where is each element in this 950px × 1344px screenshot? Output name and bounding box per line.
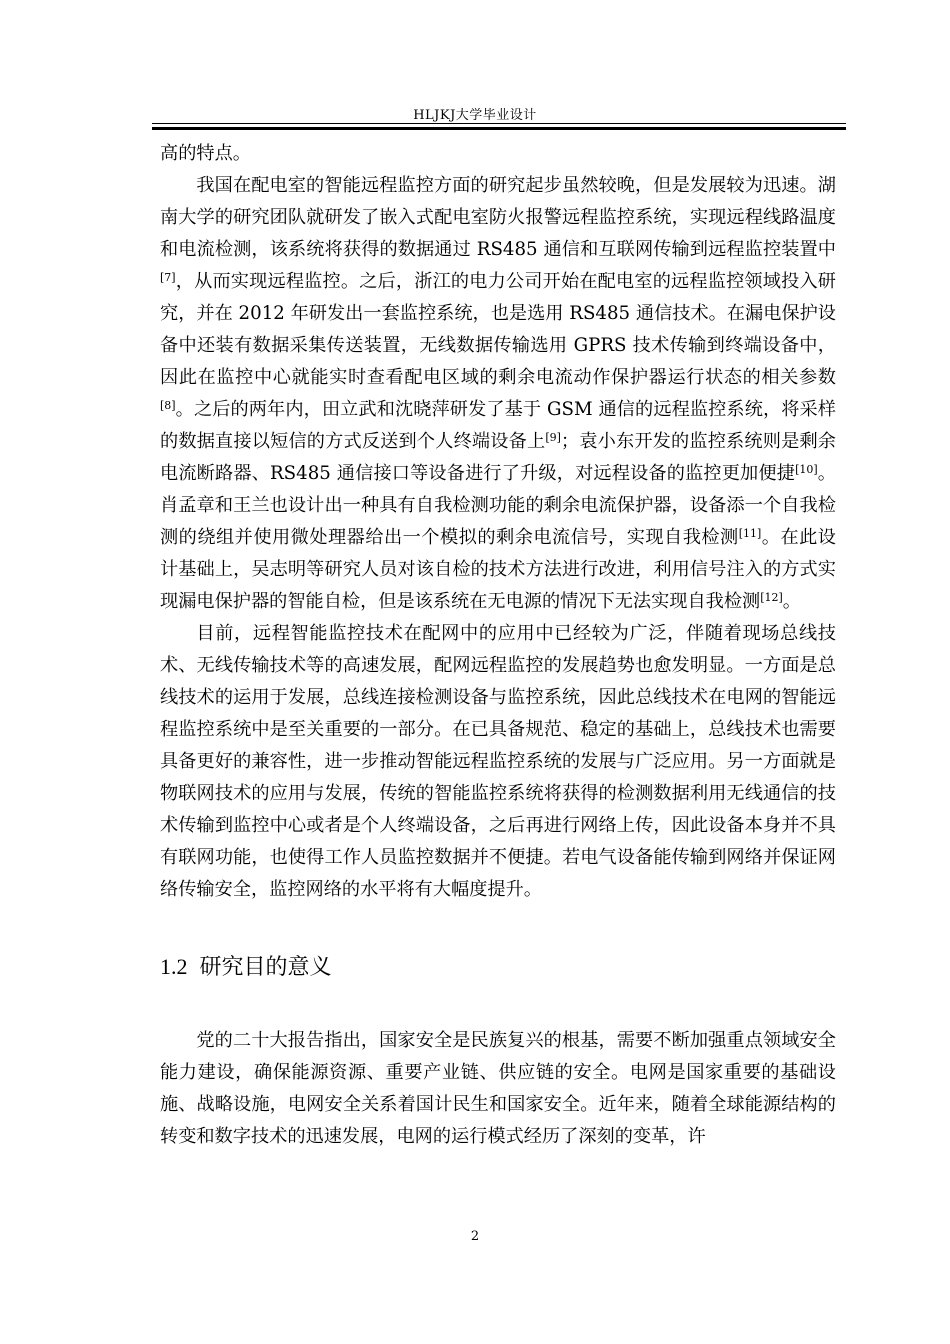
paragraph-text: 。肖孟章和王兰也设计出一种具有自我检测功能的剩余电流保护器，设备添一个自我检测的绕组并使用微处理器给出一个模拟的剩余电流信号，实现自我检测 (160, 463, 836, 548)
header-rule-thick (152, 127, 846, 130)
document-body (160, 138, 836, 1153)
paragraph-text: ；袁小东开发的监控系统则是剩余电流断路器、RS485 通信接口等设备进行了升级，对远程设备的监控更加便捷 (160, 431, 836, 484)
paragraph-text: 。在此设计基础上，吴志明等研究人员对该自检的技术方法进行改进，利用信号注入的方式实现漏电保护器的智能自检，但是该系统在无电源的情况下无法实现自我检测 (160, 527, 836, 612)
page-number: 2 (470, 1229, 480, 1244)
page-header-title: HLJKJ大学毕业设计 (413, 108, 537, 123)
citation-ref: [10] (795, 462, 818, 476)
section-number: 1.2 (160, 954, 188, 979)
paragraph-text: ，从而实现远程监控。之后，浙江的电力公司开始在配电室的远程监控领域投入研究，并在 2012 年研发出一套监控系统，也是选用 RS485 通信技术。在漏电保护设备中还装有数据采集传送装置，无线数据传输选用 GPRS 技术传输到终端设备中，因此在监控中心就能实时查看配电区域的剩余电流动作保护器运行状态的相关参数 (160, 271, 836, 388)
section-heading (160, 952, 836, 983)
citation-ref: [8] (160, 398, 176, 412)
citation-ref: [9] (545, 430, 561, 444)
paragraph-text: 。之后的两年内，田立武和沈晓萍研发了基于 GSM 通信的远程监控系统，将采样的数据直接以短信的方式反送到个人终端设备上 (160, 399, 836, 452)
citation-ref: [12] (760, 590, 783, 604)
paragraph-text: 我国在配电室的智能远程监控方面的研究起步虽然较晚，但是发展较为迅速。湖南大学的研究团队就研发了嵌入式配电室防火报警远程监控系统，实现远程线路温度和电流检测，该系统将获得的数据通过 RS485 通信和互联网传输到远程监控装置中 (160, 175, 836, 260)
citation-ref: [7] (160, 270, 176, 284)
section-title: 研究目的意义 (199, 955, 332, 980)
paragraph-text: 。 (782, 591, 801, 612)
paragraph-national-security: 党的二十大报告指出，国家安全是民族复兴的根基，需要不断加强重点领域安全能力建设，确保能源资源、重要产业链、供应链的安全。电网是国家重要的基础设施、战略设施，电网安全关系着国计民生和国家安全。近年来，随着全球能源结构的转变和数字技术的迅速发展，电网的运行模式经历了深刻的变革，许 (160, 1030, 836, 1147)
header-rule-thin (152, 123, 846, 124)
citation-ref: [11] (738, 526, 762, 540)
paragraph-continuation: 高的特点。 (160, 143, 251, 164)
paragraph-domestic-research (160, 170, 836, 618)
paragraph-current-trends: 目前，远程智能监控技术在配网中的应用中已经较为广泛，伴随着现场总线技术、无线传输技术等的高速发展，配网远程监控的发展趋势也愈发明显。一方面是总线技术的运用于发展，总线连接检测设备与监控系统，因此总线技术在电网的智能远程监控系统中是至关重要的一部分。在已具备规范、稳定的基础上，总线技术也需要具备更好的兼容性，进一步推动智能远程监控系统的发展与广泛应用。另一方面就是物联网技术的应用与发展，传统的智能监控系统将获得的检测数据利用无线通信的技术传输到监控中心或者是个人终端设备，之后再进行网络上传，因此设备本身并不具有联网功能，也使得工作人员监控数据并不便捷。若电气设备能传输到网络并保证网络传输安全，监控网络的水平将有大幅度提升。 (160, 623, 836, 900)
